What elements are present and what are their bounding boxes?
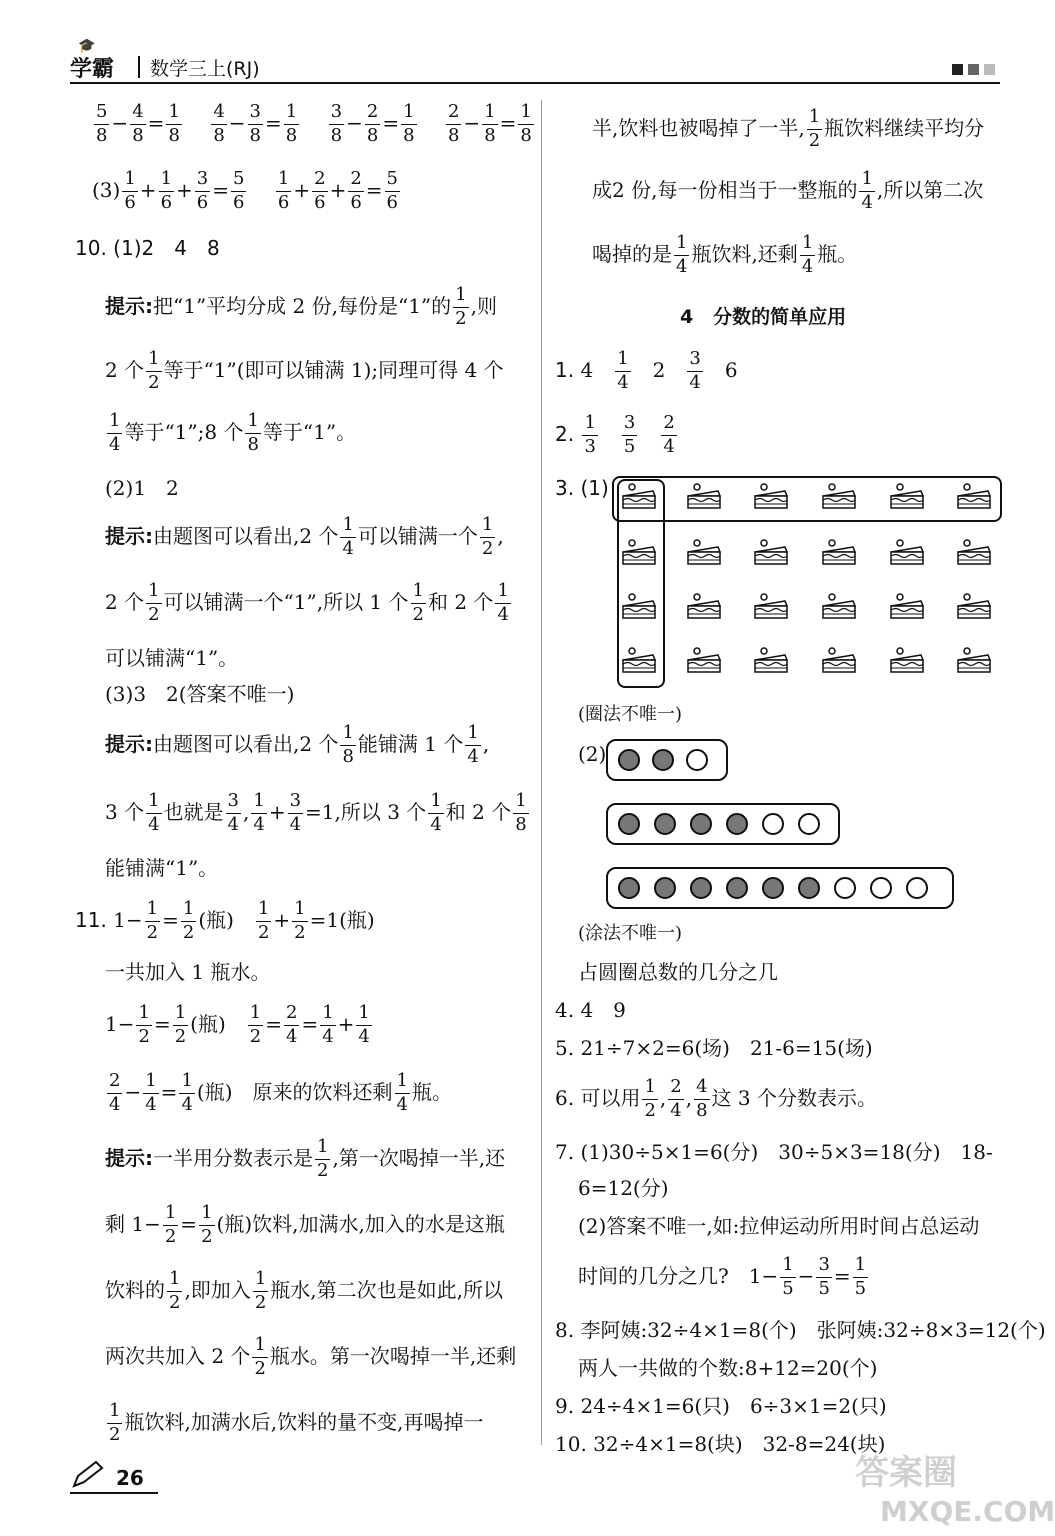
filled-circle	[652, 749, 674, 771]
tip-text: 剩 1− $\frac{1}{2}$ = $\frac{1}{2}$ (瓶)饮料,加满水,加入的水是这瓶	[105, 1202, 505, 1247]
header-square-icon	[952, 64, 963, 75]
cake-icon	[685, 482, 723, 512]
fraction-sums-row: (3) $\frac{1}{6}$ + $\frac{1}{6}$ + $\frac{3}{6}$ = $\frac{5}{6}$ $\frac{1}{6}$ + $\frac{2}{6}$ + $\frac{2}{6}$ = $\frac{5}{6}$	[92, 168, 398, 213]
circle-row-2	[606, 803, 840, 845]
cake-icon	[685, 538, 723, 568]
watermark: 答案圈	[855, 1453, 957, 1493]
tip-text: 两次共加入 2 个 $\frac{1}{2}$ 瓶水。第一次喝掉一半,还剩	[105, 1334, 517, 1379]
cake-icon	[888, 538, 926, 568]
q10-answer: 10. 32÷4×1=8(块) 32-8=24(块)	[555, 1432, 886, 1456]
q2-answer: 2. $\frac{1}{3}$ $\frac{3}{5}$ $\frac{2}{4}$	[555, 412, 675, 457]
tip-text: $\frac{1}{2}$ 瓶饮料,加满水后,饮料的量不变,再喝掉一	[109, 1400, 484, 1445]
cake-icon	[955, 646, 993, 676]
page-number: 26	[116, 1466, 144, 1490]
filled-circle	[762, 877, 784, 899]
q10-part1: 10. (1)2 4 8	[75, 236, 220, 260]
filled-circle	[798, 877, 820, 899]
header-rule	[70, 82, 1000, 84]
tip-text: 饮料的 $\frac{1}{2}$ ,即加入 $\frac{1}{2}$ 瓶水,第二次也是如此,所以	[105, 1268, 503, 1313]
filled-circle	[690, 877, 712, 899]
q7-line1: 7. (1)30÷5×1=6(分) 30÷5×3=18(分) 18-	[555, 1140, 993, 1164]
q11-line1: 11. 1− $\frac{1}{2}$ = $\frac{1}{2}$ (瓶) $\frac{1}{2}$ + $\frac{1}{2}$ =1(瓶)	[75, 898, 375, 943]
q6-answer: 6. 可以用 $\frac{1}{2}$ , $\frac{2}{4}$ , $\frac{4}{8}$ 这 3 个分数表示。	[555, 1076, 877, 1121]
q3-label: 3. (1)	[555, 476, 609, 500]
brand-logo: 🎓 学霸	[70, 38, 115, 82]
cake-row-circle	[612, 476, 1002, 522]
cake-icon	[620, 646, 658, 676]
q3-answer: 占圆圈总数的几分之几	[578, 960, 778, 984]
note: (涂法不唯一)	[578, 923, 683, 944]
tip-text: 提示:由题图可以看出,2 个 $\frac{1}{4}$ 可以铺满一个 $\frac{1}{2}$ ,	[105, 514, 504, 559]
q10-part2: (2)1 2	[105, 476, 179, 500]
graduation-cap-icon: 🎓	[78, 38, 96, 54]
cake-icon	[888, 646, 926, 676]
filled-circle	[654, 813, 676, 835]
q7-line4: 时间的几分之几? 1− $\frac{1}{5}$ − $\frac{3}{5}$ = $\frac{1}{5}$	[578, 1254, 867, 1299]
column-divider	[541, 100, 542, 1445]
cake-icon	[752, 482, 790, 512]
q7-line3: (2)答案不唯一,如:拉伸运动所用时间占总运动	[578, 1214, 980, 1238]
cake-icon	[685, 592, 723, 622]
cake-icon	[820, 538, 858, 568]
page-footer	[70, 1460, 160, 1495]
header-separator	[138, 56, 140, 78]
footer-rule	[70, 1492, 158, 1494]
cake-icon	[820, 646, 858, 676]
tip-text: $\frac{1}{4}$ 等于“1”;8 个 $\frac{1}{8}$ 等于“1”。	[109, 410, 357, 455]
circle-row-1	[606, 739, 728, 781]
note: (圈法不唯一)	[578, 704, 683, 725]
cake-icon	[685, 646, 723, 676]
cake-icon	[955, 538, 993, 568]
q7-line2: 6=12(分)	[578, 1176, 669, 1200]
fraction-equations-row: $\frac{5}{8}$ − $\frac{4}{8}$ = $\frac{1}{8}$ $\frac{4}{8}$ − $\frac{3}{8}$ = $\frac{1}{8}$ $\frac{3}{8}$ − $\frac{2}{8}$ = $\frac{1}{8}$ $\frac{2}{8}$ − $\frac{1}{8}$ = $\frac{1}{8}$	[96, 101, 532, 146]
empty-circle	[686, 749, 708, 771]
cake-icon	[820, 482, 858, 512]
cake-icon	[620, 538, 658, 568]
q1-answer: 1. 4 $\frac{1}{4}$ 2 $\frac{3}{4}$ 6	[555, 348, 738, 393]
tip-text: 喝掉的是 $\frac{1}{4}$ 瓶饮料,还剩 $\frac{1}{4}$ 瓶。	[592, 232, 858, 277]
q11-text: 一共加入 1 瓶水。	[105, 960, 271, 984]
tip-text: 3 个 $\frac{1}{4}$ 也就是 $\frac{3}{4}$ , $\frac{1}{4}$ + $\frac{3}{4}$ =1,所以 3 个 $\frac{1}{4}$ 和 2 个 $\frac{1}{8}$	[105, 790, 527, 835]
cake-icon	[820, 592, 858, 622]
pencil-icon	[70, 1460, 110, 1490]
q10-part3: (3)3 2(答案不唯一)	[105, 682, 295, 706]
tip-text: 2 个 $\frac{1}{2}$ 等于“1”(即可以铺满 1);同理可得 4 个	[105, 348, 504, 393]
page-header	[70, 38, 1000, 84]
empty-circle	[798, 813, 820, 835]
filled-circle	[618, 749, 640, 771]
cake-icon	[752, 646, 790, 676]
filled-circle	[726, 813, 748, 835]
filled-circle	[618, 813, 640, 835]
cake-icon	[752, 538, 790, 568]
filled-circle	[726, 877, 748, 899]
header-square-icon	[968, 64, 979, 75]
tip-text: 半,饮料也被喝掉了一半, $\frac{1}{2}$ 瓶饮料继续平均分	[592, 106, 985, 151]
q5-answer: 5. 21÷7×2=6(场) 21-6=15(场)	[555, 1036, 873, 1060]
cake-icon	[888, 482, 926, 512]
cake-icon	[955, 592, 993, 622]
cake-icon	[888, 592, 926, 622]
circle-row-3	[606, 867, 954, 909]
empty-circle	[834, 877, 856, 899]
q11-line2: 1− $\frac{1}{2}$ = $\frac{1}{2}$ (瓶) $\frac{1}{2}$ = $\frac{2}{4}$ = $\frac{1}{4}$ + $\frac{1}{4}$	[105, 1002, 370, 1047]
book-title: 数学三上(RJ)	[150, 58, 260, 80]
q8-line1: 8. 李阿姨:32÷4×1=8(个) 张阿姨:32÷8×3=12(个)	[555, 1318, 1046, 1342]
empty-circle	[870, 877, 892, 899]
q8-line2: 两人一共做的个数:8+12=20(个)	[578, 1356, 878, 1380]
q11-line3: $\frac{2}{4}$ − $\frac{1}{4}$ = $\frac{1}{4}$ (瓶) 原来的饮料还剩 $\frac{1}{4}$ 瓶。	[109, 1070, 452, 1115]
q4-answer: 4. 4 9	[555, 998, 626, 1022]
section-heading: 4 分数的简单应用	[680, 306, 847, 328]
cake-icon	[752, 592, 790, 622]
filled-circle	[618, 877, 640, 899]
q3-part2-label: (2)	[578, 742, 607, 766]
tip-text: 提示:把“1”平均分成 2 份,每份是“1”的 $\frac{1}{2}$ ,则	[105, 284, 497, 329]
empty-circle	[762, 813, 784, 835]
header-square-icon	[984, 64, 995, 75]
cake-icon	[620, 482, 658, 512]
cake-icon	[955, 482, 993, 512]
tip-text: 提示:一半用分数表示是 $\frac{1}{2}$ ,第一次喝掉一半,还	[105, 1136, 506, 1181]
tip-text: 2 个 $\frac{1}{2}$ 可以铺满一个“1”,所以 1 个 $\frac{1}{2}$ 和 2 个 $\frac{1}{4}$	[105, 580, 509, 625]
cake-icon	[620, 592, 658, 622]
empty-circle	[906, 877, 928, 899]
tip-text: 提示:由题图可以看出,2 个 $\frac{1}{8}$ 能铺满 1 个 $\frac{1}{4}$ ,	[105, 722, 490, 767]
watermark-url: MXQE.COM	[880, 1495, 1055, 1528]
tip-text: 成2 份,每一份相当于一整瓶的 $\frac{1}{4}$ ,所以第二次	[592, 168, 984, 213]
q9-answer: 9. 24÷4×1=6(只) 6÷3×1=2(只)	[555, 1394, 887, 1418]
tip-text: 能铺满“1”。	[105, 856, 219, 880]
filled-circle	[654, 877, 676, 899]
tip-text: 可以铺满“1”。	[105, 646, 239, 670]
filled-circle	[690, 813, 712, 835]
